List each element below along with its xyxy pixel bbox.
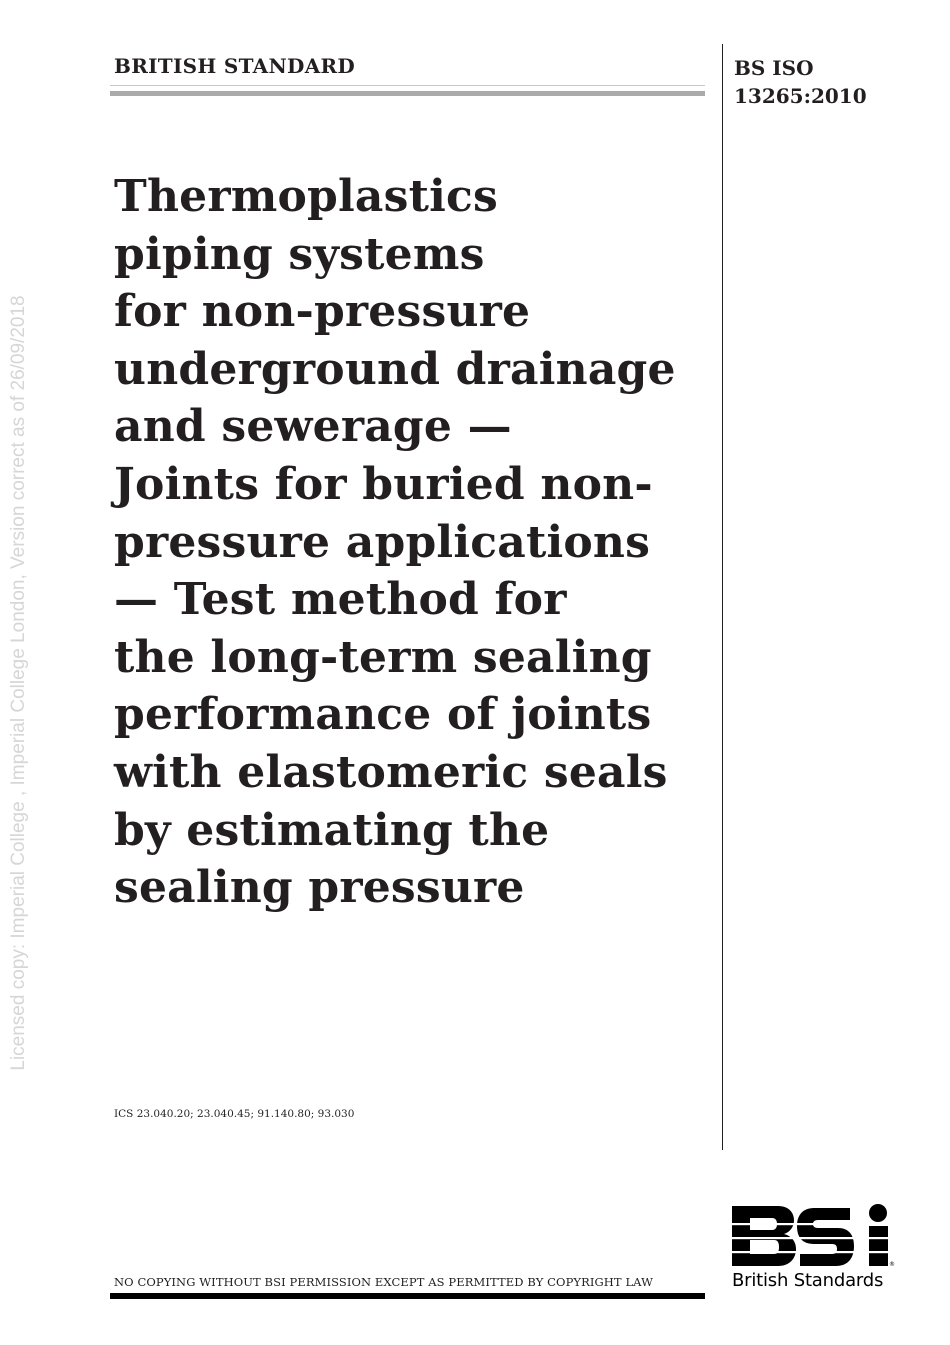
standard-number-line-2: 13265:2010 bbox=[734, 84, 867, 108]
ics-codes: ICS 23.040.20; 23.040.45; 91.140.80; 93.030 bbox=[114, 1108, 355, 1120]
series-label: BRITISH STANDARD bbox=[114, 54, 356, 78]
watermark: Licensed copy: Imperial College , Imperial College London, Version correct as of 26/09/2018 bbox=[8, 295, 29, 1071]
bsi-logo bbox=[732, 1204, 902, 1291]
title-line: and sewerage — bbox=[114, 401, 512, 453]
title-line: for non-pressure bbox=[114, 286, 531, 338]
title-line: pressure applications bbox=[114, 516, 651, 568]
document-title bbox=[114, 168, 714, 917]
title-line: — Test method for bbox=[114, 574, 567, 626]
title-line: the long-term sealing bbox=[114, 631, 652, 683]
title-line: performance of joints bbox=[114, 689, 652, 741]
title-line: Joints for buried non- bbox=[114, 458, 653, 510]
header-rule-thin bbox=[110, 85, 705, 86]
bsi-logo-caption: British Standards bbox=[732, 1270, 884, 1291]
footer-rule bbox=[110, 1293, 705, 1299]
title-line: underground drainage bbox=[114, 343, 676, 395]
vertical-divider bbox=[722, 44, 723, 1150]
header-rule-thick bbox=[110, 91, 705, 96]
title-line: sealing pressure bbox=[114, 862, 525, 914]
copyright-notice: NO COPYING WITHOUT BSI PERMISSION EXCEPT AS PERMITTED BY COPYRIGHT LAW bbox=[114, 1275, 654, 1289]
standard-number-line-1: BS ISO bbox=[734, 56, 814, 80]
title-line: with elastomeric seals bbox=[114, 746, 668, 798]
svg-text:®: ® bbox=[889, 1261, 895, 1268]
title-line: Thermoplastics bbox=[114, 171, 498, 222]
title-line: piping systems bbox=[114, 228, 485, 280]
bsi-logo-mark bbox=[732, 1204, 895, 1268]
title-line: by estimating the bbox=[114, 804, 550, 856]
standard-number bbox=[734, 54, 867, 110]
